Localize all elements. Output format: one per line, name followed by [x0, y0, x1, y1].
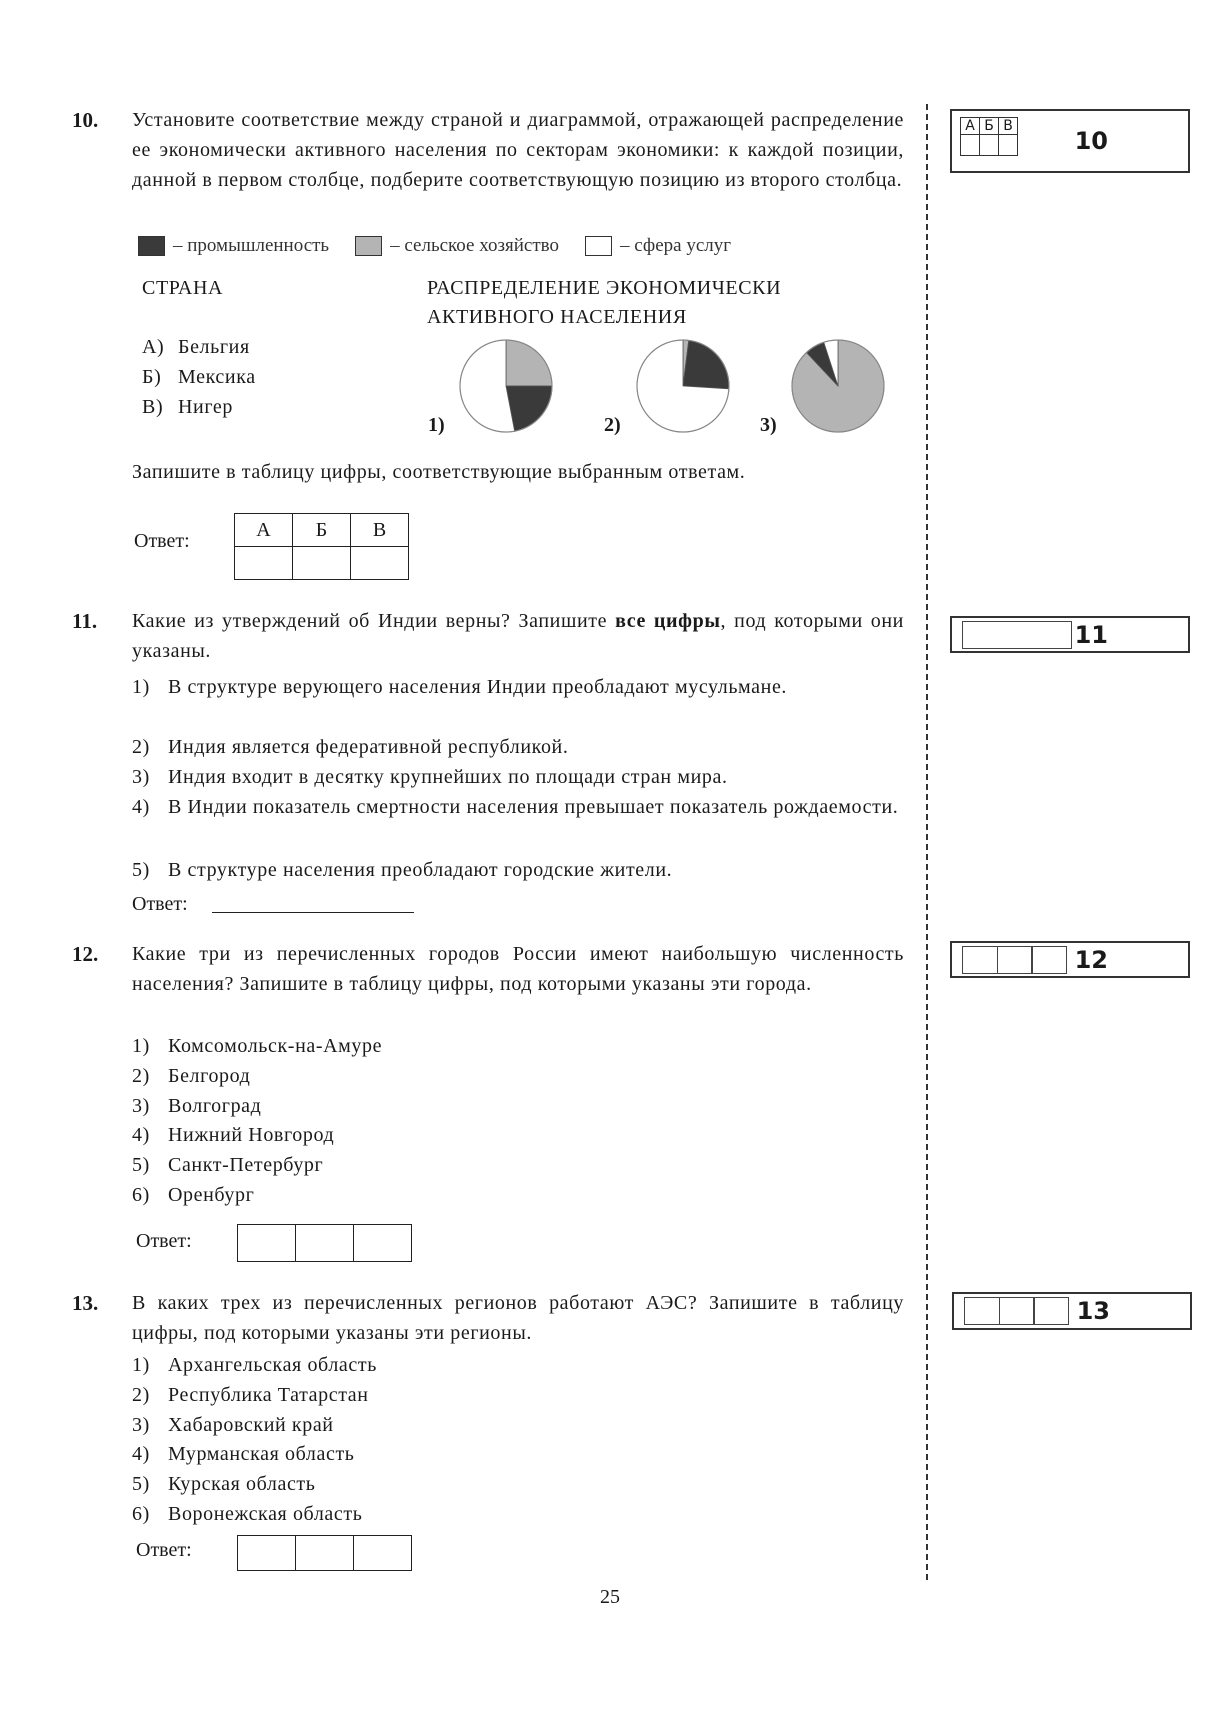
answer-cell[interactable]: [961, 135, 980, 156]
list-item: 1) Комсомольск-на-Амуре: [132, 1035, 383, 1057]
pie-label: 1): [428, 414, 445, 436]
answer-table: [237, 1535, 412, 1571]
answer-header: В: [351, 514, 409, 547]
column-header-country: СТРАНА: [142, 277, 224, 299]
question-number: 10.: [72, 108, 99, 132]
task-number: 11: [1074, 621, 1108, 649]
answer-table: [237, 1224, 412, 1262]
legend-label: – сфера услуг: [620, 235, 732, 256]
list-item: 3) Индия входит в десятку крупнейших по площади стран мира.: [132, 766, 728, 788]
question-text: Какие три из перечисленных городов России имеют наибольшую численность населения? Запишите в таблицу цифры, под которыми указаны эти города.: [132, 943, 904, 995]
list-item: 4) Нижний Новгород: [132, 1124, 335, 1147]
question-number: 11.: [72, 609, 98, 633]
answer-header: А: [235, 514, 293, 547]
list-item: 3) Волгоград: [132, 1094, 262, 1117]
pie-charts: [440, 330, 900, 440]
answer-cell[interactable]: [238, 1536, 296, 1571]
country-option: В) Нигер: [142, 396, 233, 418]
answer-cell[interactable]: [293, 547, 351, 580]
list-item: 2) Республика Татарстан: [132, 1383, 369, 1406]
list-item: 1) Архангельская область: [132, 1354, 377, 1376]
answer-line[interactable]: [212, 912, 414, 913]
list-item: 4) Мурманская область: [132, 1443, 355, 1466]
page-number: 25: [600, 1586, 620, 1608]
answer-box-10: [950, 109, 1190, 173]
answer-label: Ответ:: [134, 530, 190, 552]
list-item: 1) В структуре верующего населения Индии преобладают мусульмане.: [132, 676, 788, 698]
pie-slice-agriculture: [506, 340, 552, 386]
answer-cell[interactable]: [351, 547, 409, 580]
answer-cell[interactable]: [296, 1225, 354, 1262]
answer-cell[interactable]: [962, 621, 1072, 649]
grid-header: Б: [980, 118, 999, 135]
question-number: 13.: [72, 1291, 99, 1315]
list-item: 5) Санкт-Петербург: [132, 1154, 324, 1177]
pie-label: 2): [604, 414, 621, 436]
question-text: Установите соответствие между страной и диаграммой, отражающей распределение ее экономически активного населения по секторам экономики: к каждой позиции, данной в первом столбце, подберите соответствующую позицию из второго столбца.: [132, 109, 904, 191]
answer-grid: [960, 117, 1018, 156]
list-item: 2) Индия является федеративной республикой.: [132, 736, 569, 758]
services-swatch: [585, 236, 612, 256]
chart-legend: [138, 235, 731, 257]
legend-label: – промышленность: [173, 235, 330, 256]
answer-box-12: [950, 941, 1190, 978]
list-item: 3) Хабаровский край: [132, 1413, 334, 1436]
column-header-distribution: РАСПРЕДЕЛЕНИЕ ЭКОНОМИЧЕСКИ: [427, 277, 782, 299]
agriculture-swatch: [355, 236, 382, 256]
answer-cell[interactable]: [354, 1536, 412, 1571]
answer-cell[interactable]: [980, 135, 999, 156]
answer-cell[interactable]: [354, 1225, 412, 1262]
answer-cell[interactable]: [999, 135, 1018, 156]
legend-label: – сельское хозяйство: [390, 235, 559, 256]
pie-slice-industry: [683, 340, 729, 389]
answer-header: Б: [293, 514, 351, 547]
answer-cell[interactable]: [238, 1225, 296, 1262]
question-text: В каких трех из перечисленных регионов работают АЭС? Запишите в таблицу цифры, под которыми указаны эти регионы.: [132, 1292, 904, 1344]
list-item: 2) Белгород: [132, 1064, 251, 1087]
task-number: 13: [1076, 1297, 1110, 1325]
list-item: 6) Воронежская область: [132, 1503, 363, 1525]
column-header-distribution-2: АКТИВНОГО НАСЕЛЕНИЯ: [427, 306, 687, 328]
question-number: 12.: [72, 942, 99, 966]
task-number: 12: [1074, 946, 1108, 974]
answer-cell[interactable]: [235, 547, 293, 580]
instruction-text: Запишите в таблицу цифры, соответствующие выбранным ответам.: [132, 461, 746, 483]
task-number: 10: [1074, 127, 1108, 155]
answer-label: Ответ:: [132, 893, 188, 915]
answer-cells[interactable]: [964, 1297, 1068, 1325]
answer-cell[interactable]: [296, 1536, 354, 1571]
answer-label: Ответ:: [136, 1539, 192, 1561]
answer-box-11: [950, 616, 1190, 653]
answer-table: [234, 513, 409, 580]
industry-swatch: [138, 236, 165, 256]
margin-divider: [926, 104, 928, 1580]
country-option: Б) Мексика: [142, 366, 256, 388]
country-option: А) Бельгия: [142, 336, 250, 358]
grid-header: А: [961, 118, 980, 135]
list-item: 4) В Индии показатель смертности населения превышает показатель рождаемости.: [132, 796, 899, 818]
list-item: 5) В структуре населения преобладают городские жители.: [132, 859, 673, 881]
list-item: 5) Курская область: [132, 1473, 316, 1496]
grid-header: В: [999, 118, 1018, 135]
pie-label: 3): [760, 414, 777, 436]
answer-label: Ответ:: [136, 1230, 192, 1252]
answer-box-13: [952, 1292, 1192, 1330]
list-item: 6) Оренбург: [132, 1184, 255, 1206]
question-text: Какие из утверждений об Индии верны? Запишите все цифры, под которыми они указаны.: [132, 610, 904, 662]
answer-cells[interactable]: [962, 946, 1066, 974]
